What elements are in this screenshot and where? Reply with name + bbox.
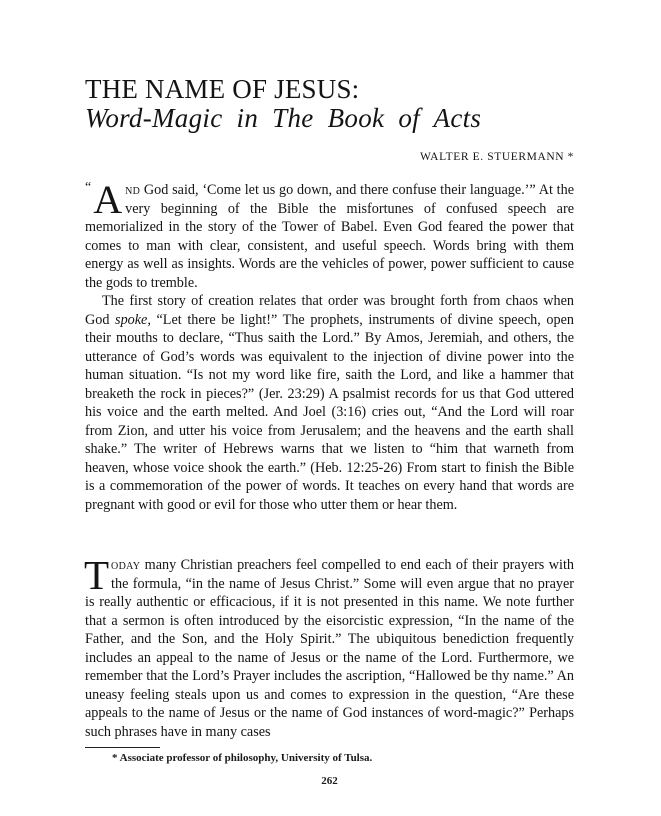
article-subtitle: Word-Magic in The Book of Acts [85, 103, 482, 133]
footnote-divider [85, 747, 160, 748]
drop-cap: A [93, 177, 123, 222]
page-number: 262 [321, 775, 338, 787]
lead-small-caps: nd [125, 182, 141, 198]
paragraph-2 [85, 292, 574, 514]
paragraph-text: “Let there be light!” The prophets, instruments of divine speech, open their mouths to declare, “Thus saith the Lord.” By Amos, Jeremiah, and others, the utterance of God’s words was equivalent to the injection of divine power into the human situation. “Is not my word like fire, saith the Lord, and like a hammer that breaketh the rock in pieces?” (Jer. 23:29) A psalmist records for us that God uttered his voice and the earth melted. And Joel (3:16) cries out, “And the Lord will roar from Zion, and utter his voice from Jerusalem; and the heavens and the earth shall shake.” The writer of Hebrews warns that we listen to “him that warneth from heaven, whose voice shook the earth.” (Heb. 12:25-26) From start to finish the Bible is a commemoration of the power of words. It teaches on every hand that words are pregnant with good or evil for those who utter them or hear them. [85, 311, 574, 513]
footnote: * Associate professor of philosophy, University of Tulsa. [112, 752, 373, 764]
section-1 [85, 177, 574, 514]
opening-quote-mark: “ [85, 180, 92, 195]
paragraph-1 [85, 177, 574, 292]
emphasis-text: spoke, [115, 311, 151, 328]
document-page [85, 0, 574, 816]
section-2 [84, 552, 574, 741]
article-title: THE NAME OF JESUS: [85, 74, 360, 104]
drop-cap: T [84, 552, 110, 598]
author-byline: WALTER E. STUERMANN * [419, 151, 574, 163]
paragraph-text: God said, ‘Come let us go down, and there confuse their language.’” At the very beginning of the Bible the misfortunes of confused speech are memorialized in the story of the Tower of Babel. Even God feared the power that comes to man with clear, consistent, and useful speech. Words bring with them energy as well as insights. Words are the vehicles of power, power sufficient to cause the gods to tremble. [85, 182, 574, 291]
paragraph-text: many Christian preachers feel compelled to end each of their prayers with the formula, “in the name of Jesus Christ.” Some will even argue that no prayer is really authentic or efficacious, if it is not presented in this name. We note further that a sermon is often introduced by the eisorcistic expression, “In the name of the Father, and the Son, and the Holy Spirit.” The ubiquitous benediction frequently includes an appeal to the name of Jesus or the name of the Lord. Furthermore, we remember that the Lord’s Prayer includes the ascription, “Hallowed be thy name.” An uneasy feeling steals upon us and comes to expression in the question, “Are these appeals to the name of Jesus or the name of God instances of word-magic?” Perhaps such phrases have in many cases [85, 557, 574, 740]
lead-small-caps: oday [111, 557, 141, 573]
paragraph-text: The first story of creation relates that order was brought forth from chaos when God [85, 293, 574, 328]
paragraph-3 [84, 552, 574, 741]
